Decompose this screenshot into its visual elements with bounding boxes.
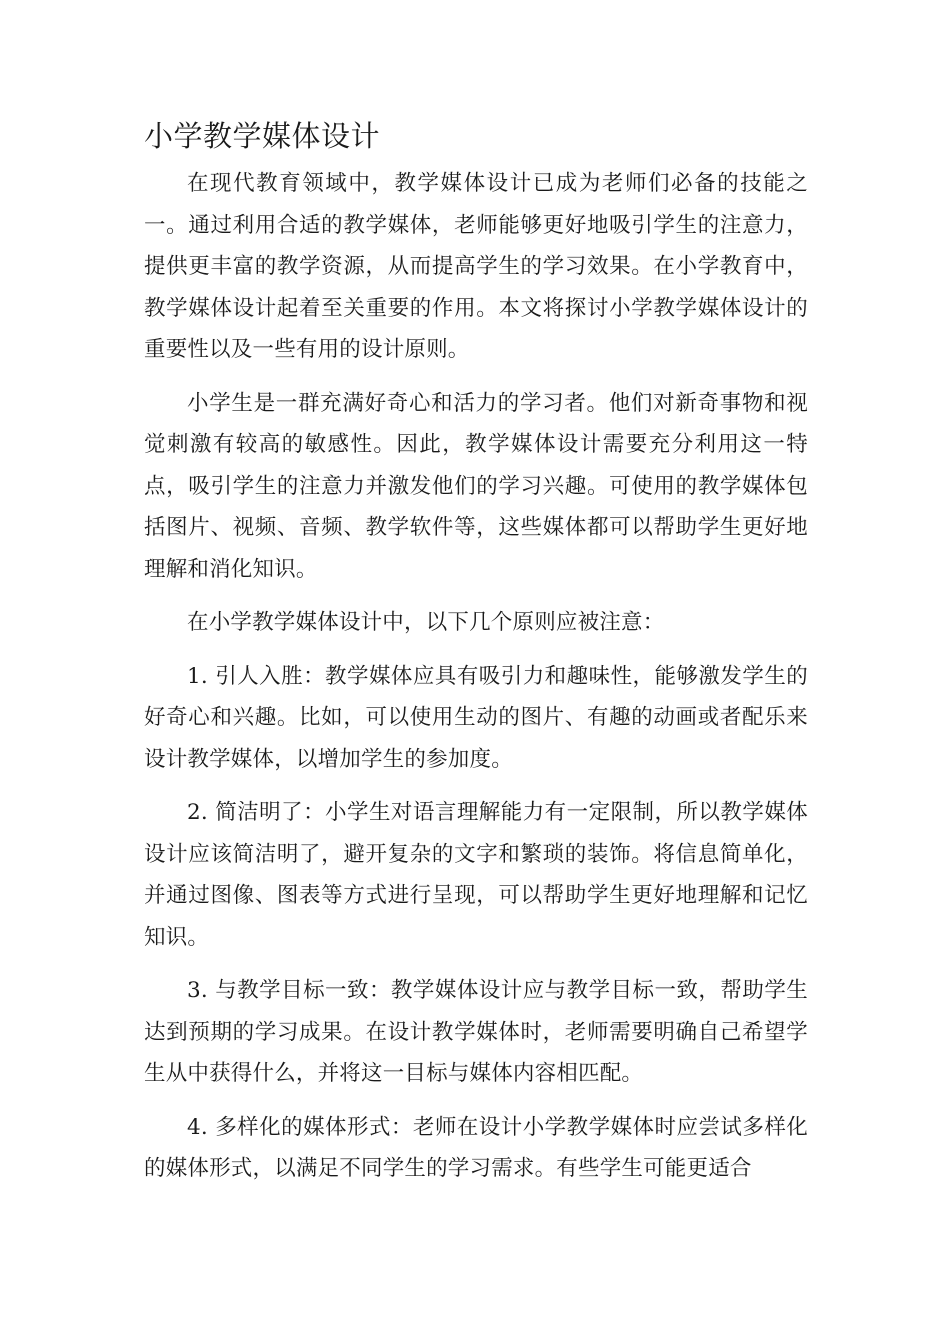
document-title: 小学教学媒体设计 <box>144 119 381 153</box>
paragraph-principle-2: 2. 简洁明了：小学生对语言理解能力有一定限制，所以教学媒体设计应该简洁明了，避开复杂的文字和繁琐的装饰。将信息简单化，并通过图像、图表等方式进行呈现，可以帮助学生更好地理解和记忆知识。 <box>144 800 808 950</box>
paragraph-principle-3: 3. 与教学目标一致：教学媒体设计应与教学目标一致，帮助学生达到预期的学习成果。在设计教学媒体时，老师需要明确自己希望学生从中获得什么，并将这一目标与媒体内容相匹配。 <box>144 978 808 1086</box>
paragraph-principle-1: 1. 引人入胜：教学媒体应具有吸引力和趣味性，能够激发学生的好奇心和兴趣。比如，可以使用生动的图片、有趣的动画或者配乐来设计教学媒体，以增加学生的参加度。 <box>144 663 808 772</box>
paragraph-intro: 在现代教育领域中，教学媒体设计已成为老师们必备的技能之一。通过利用合适的教学媒体，老师能够更好地吸引学生的注意力，提供更丰富的教学资源，从而提高学生的学习效果。在小学教育中，教学媒体设计起着至关重要的作用。本文将探讨小学教学媒体设计的重要性以及一些有用的设计原则。 <box>144 171 808 362</box>
paragraph-principle-4: 4. 多样化的媒体形式：老师在设计小学教学媒体时应尝试多样化的媒体形式，以满足不同学生的学习需求。有些学生可能更适合 <box>144 1114 808 1181</box>
document-body <box>144 111 808 1202</box>
paragraph-principles-intro: 在小学教学媒体设计中，以下几个原则应被注意： <box>187 610 665 635</box>
paragraph-students: 小学生是一群充满好奇心和活力的学习者。他们对新奇事物和视觉刺激有较高的敏感性。因此，教学媒体设计需要充分利用这一特点，吸引学生的注意力并激发他们的学习兴趣。可使用的教学媒体包括图片、视频、音频、教学软件等，这些媒体都可以帮助学生更好地理解和消化知识。 <box>144 390 808 582</box>
